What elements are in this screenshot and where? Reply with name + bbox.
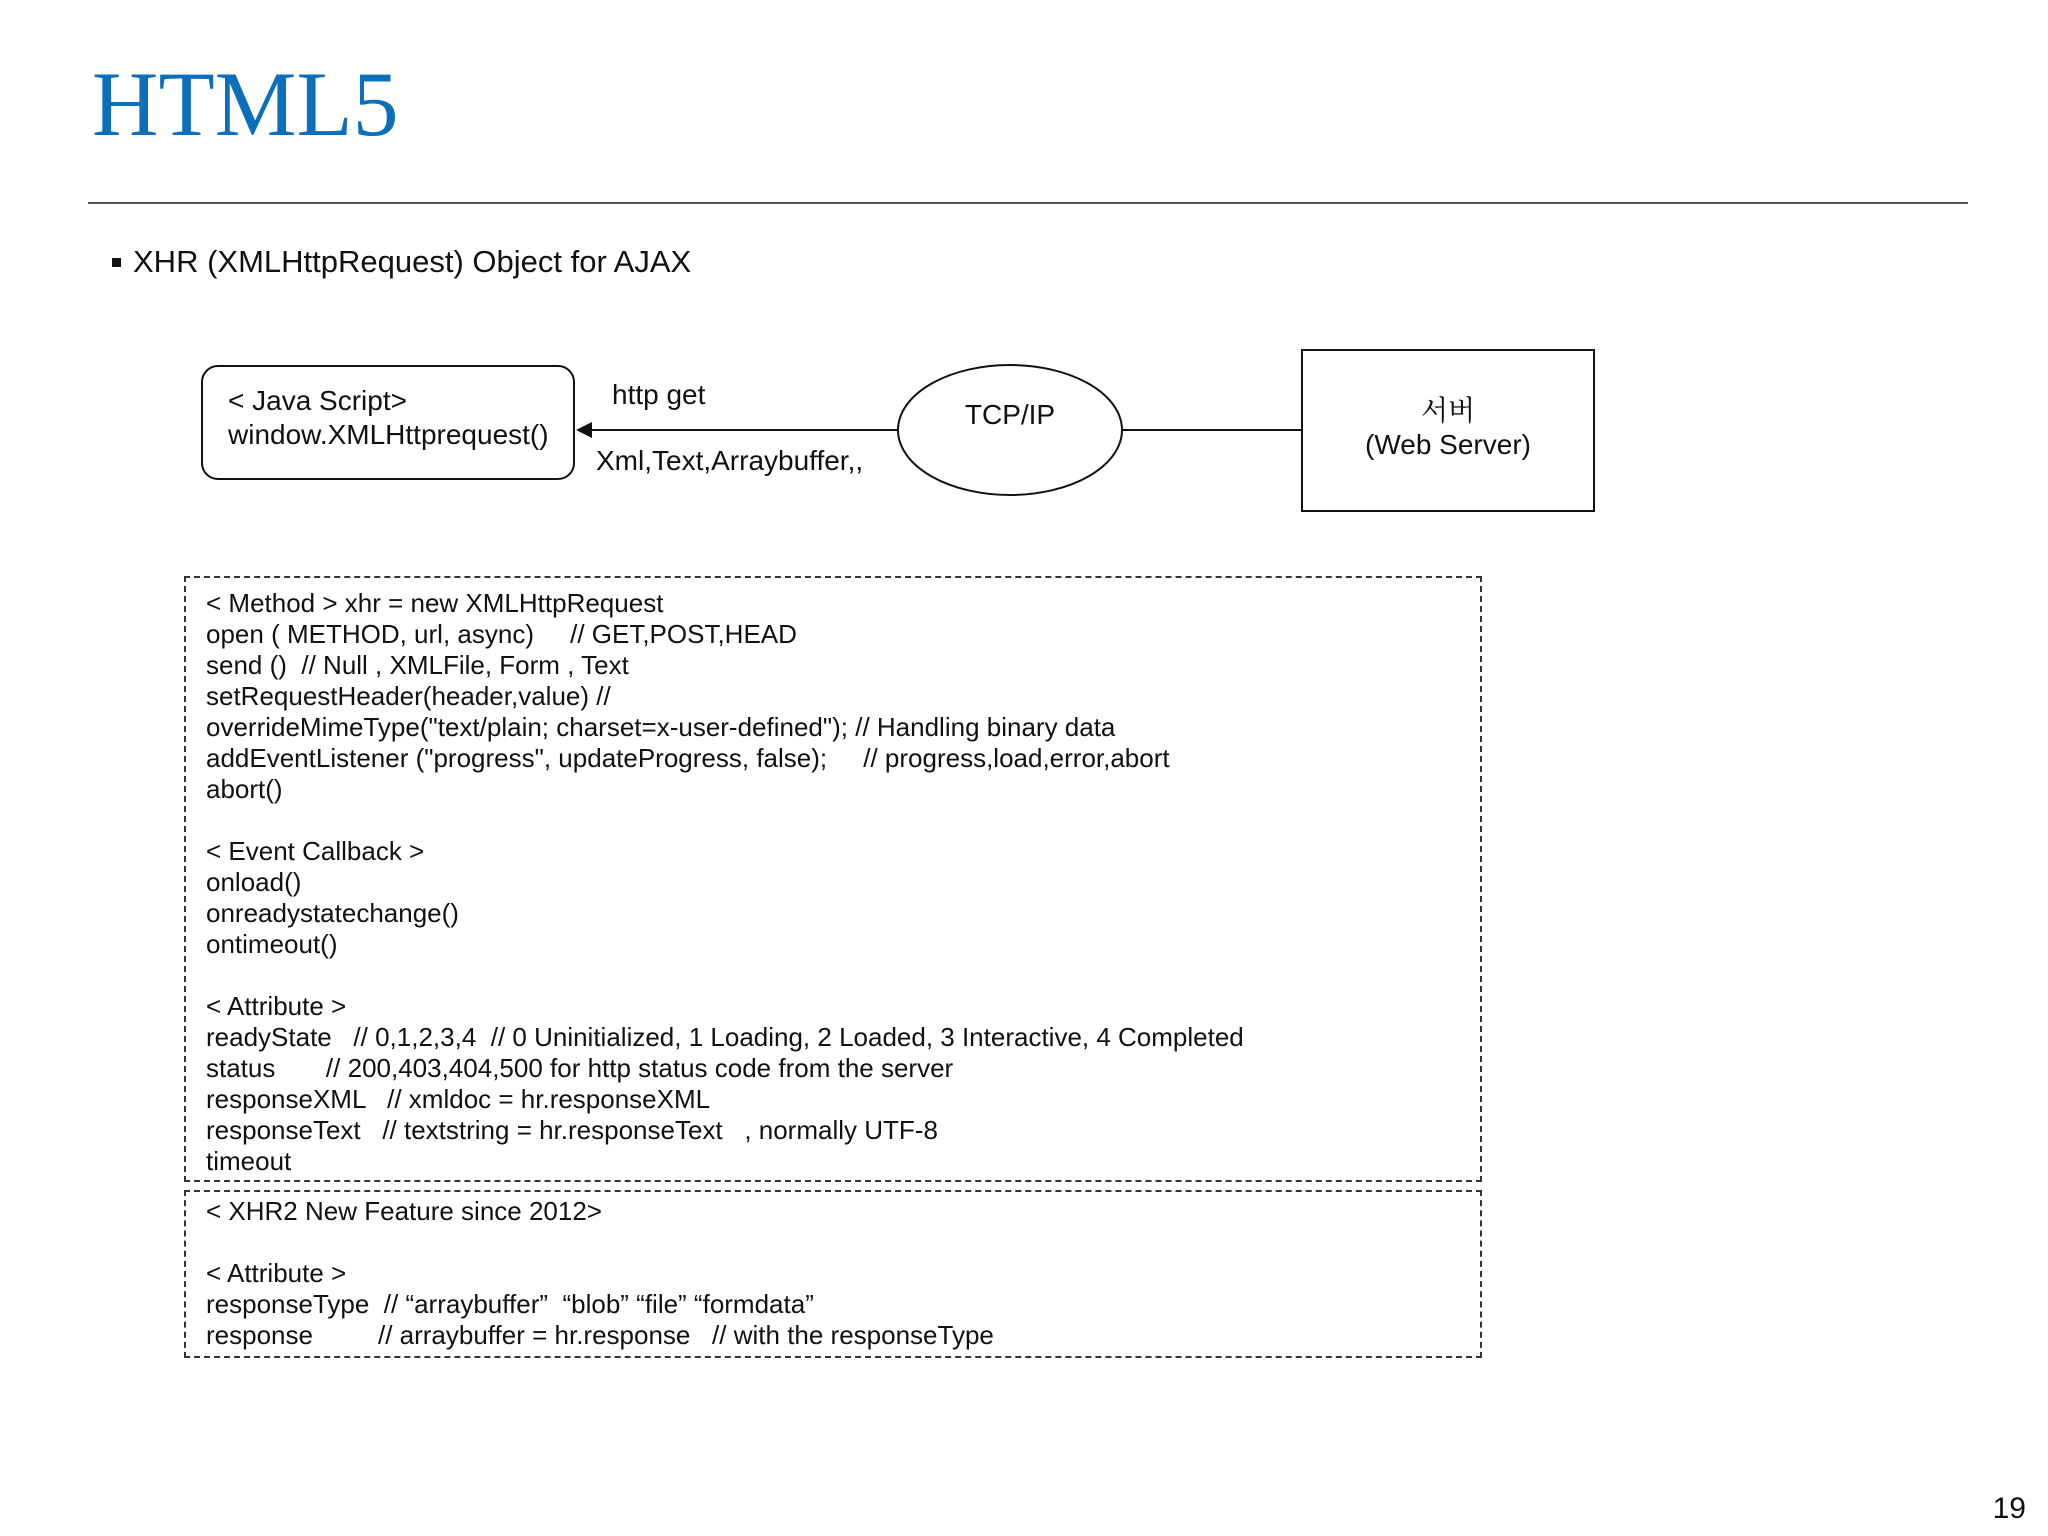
code-line: responseXML // xmldoc = hr.responseXML [206, 1084, 711, 1114]
code-line: setRequestHeader(header,value) // [206, 681, 611, 711]
slide-title: HTML5 [92, 53, 399, 155]
code-line [206, 1227, 1460, 1258]
code-line: send () // Null , XMLFile, Form , Text [206, 650, 629, 680]
code-line: onload() [206, 867, 302, 897]
code-line: < Attribute > [206, 1258, 347, 1288]
code-line: < Event Callback > [206, 836, 425, 866]
xhr-flow-diagram [0, 0, 2048, 560]
code-line: < XHR2 New Feature since 2012> [206, 1196, 602, 1226]
code-line: timeout [206, 1146, 292, 1176]
code-line: readyState // 0,1,2,3,4 // 0 Uninitialized, 1 Loading, 2 Loaded, 3 Interactive, 4 Completed [206, 1022, 1244, 1052]
server-label: 서버 (Web Server) [1365, 395, 1531, 460]
code-line: ontimeout() [206, 929, 338, 959]
page-number: 19 [1992, 1492, 2026, 1525]
code-line [206, 960, 1460, 991]
xhr2-feature-box [184, 1190, 1482, 1358]
client-box-label: < Java Script> window.XMLHttprequest() [228, 385, 549, 450]
code-line: abort() [206, 774, 283, 804]
xhr-api-reference-box [184, 576, 1482, 1182]
code-line: responseType // “arraybuffer” “blob” “file” “formdata” [206, 1289, 814, 1319]
code-line: response // arraybuffer = hr.response // with the responseType [206, 1320, 994, 1350]
code-line: responseText // textstring = hr.responseText , normally UTF-8 [206, 1115, 938, 1145]
code-line: < Method > xhr = new XMLHttpRequest [206, 588, 664, 618]
tcpip-label: TCP/IP [964, 399, 1056, 430]
code-line: onreadystatechange() [206, 898, 459, 928]
code-line: < Attribute > [206, 991, 347, 1021]
code-line: open ( METHOD, url, async) // GET,POST,HEAD [206, 619, 797, 649]
code-line [206, 805, 1460, 836]
arrow-head-icon [576, 422, 592, 438]
bullet-text: XHR (XMLHttpRequest) Object for AJAX [133, 244, 692, 279]
code-line: overrideMimeType("text/plain; charset=x-user-defined"); // Handling binary data [206, 712, 1116, 742]
response-label: Xml,Text,Arraybuffer,, [596, 445, 864, 476]
code-line: addEventListener ("progress", updateProgress, false); // progress,load,error,abort [206, 743, 1170, 773]
code-line: status // 200,403,404,500 for http status code from the server [206, 1053, 954, 1083]
request-label: http get [612, 379, 706, 410]
